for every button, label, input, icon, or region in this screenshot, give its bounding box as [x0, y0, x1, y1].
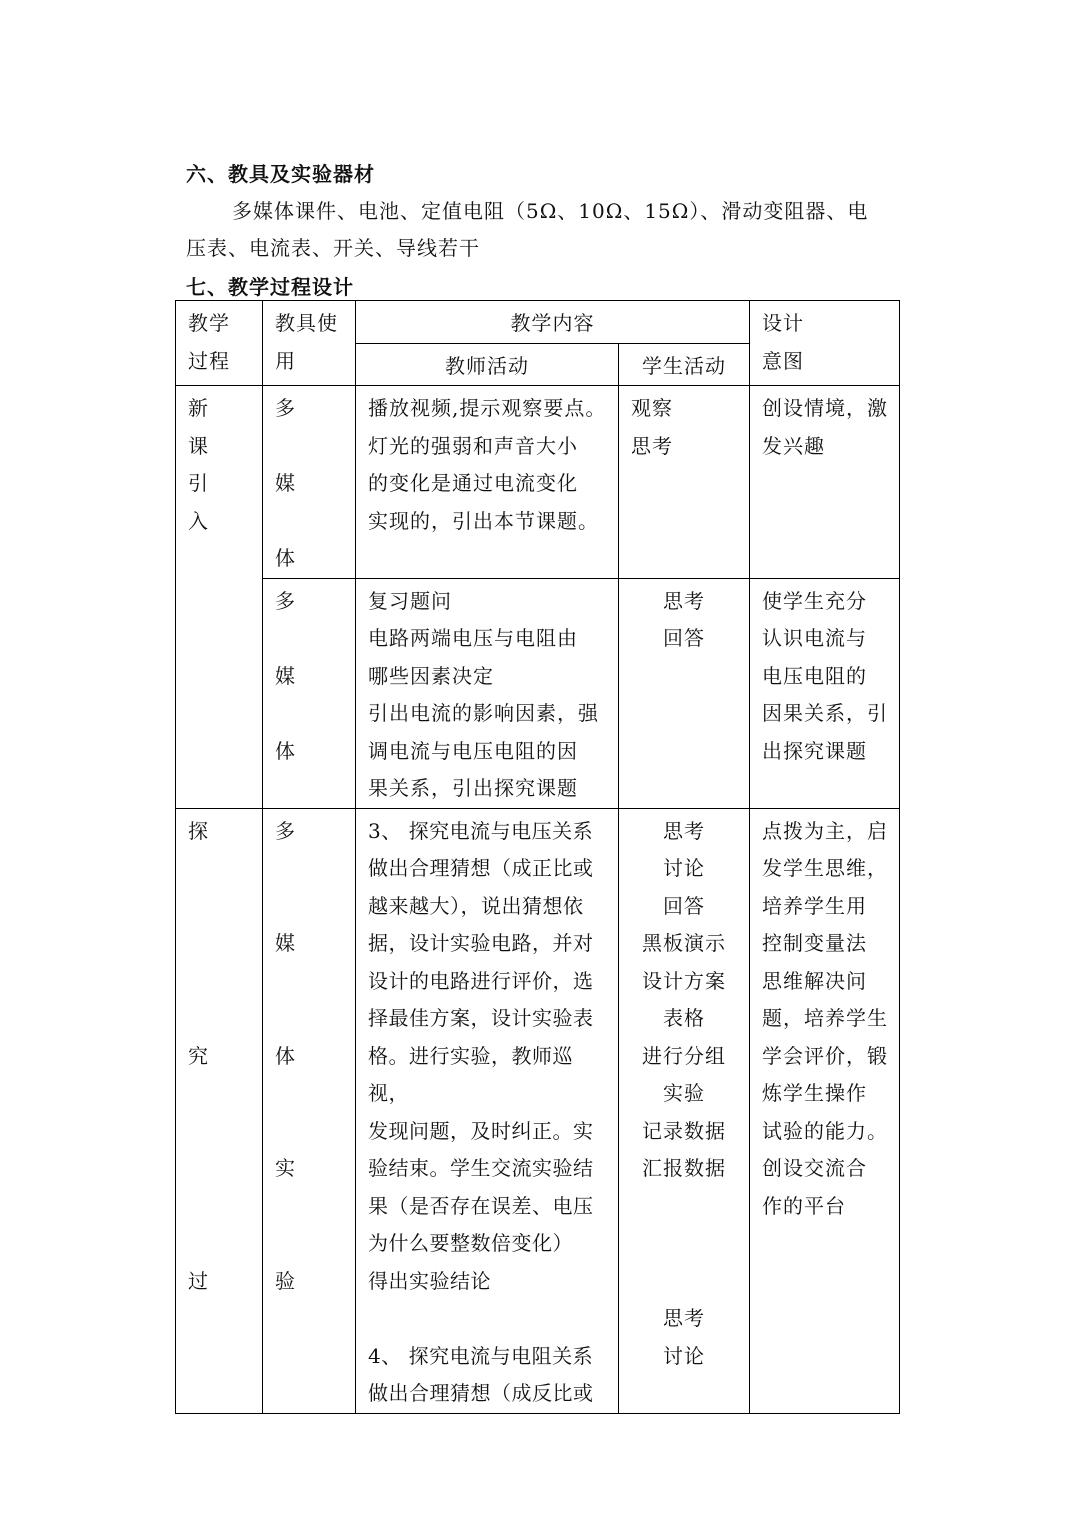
teacher-activity-cell: 3、 探究电流与电压关系 做出合理猜想（成正比或 越来越大），说出猜想依 据，设计实验电路，并对 设计的电路进行评价，选 择最佳方案，设计实验表 格。进行实验，教师巡视， 发现问题，及时纠正。实 验结束。学生交流实验结 果（是否存在误差、电压 为什么要整数倍变化） 得出实验结论 4、 探究电流与电阻关系 做出合理猜想（成反比或 [356, 808, 619, 1413]
header-teacher: 教师活动 [356, 343, 619, 386]
header-tools: 教具使 用 [263, 301, 356, 386]
materials-line-1: 多媒体课件、电池、定值电阻（5Ω、10Ω、15Ω）、滑动变阻器、电 [232, 199, 869, 223]
table-row [176, 578, 900, 808]
materials-line-2: 压表、电流表、开关、导线若干 [186, 236, 480, 260]
tools-cell: 多 媒 体 [263, 578, 356, 808]
teacher-activity-cell: 播放视频,提示观察要点。 灯光的强弱和声音大小 的变化是通过电流变化 实现的，引出本节课题。 [356, 386, 619, 579]
header-intent: 设计 意图 [750, 301, 900, 386]
teaching-process-table [175, 300, 900, 1414]
section-6-paragraph [186, 193, 896, 267]
student-activity-cell: 观察 思考 [619, 386, 750, 579]
teacher-activity-cell: 复习题问 电路两端电压与电阻由 哪些因素决定 引出电流的影响因素，强 调电流与电压电阻的因 果关系，引出探究课题 [356, 578, 619, 808]
header-row-1 [176, 301, 900, 344]
table-row [176, 386, 900, 579]
tools-cell: 多 媒 体 [263, 386, 356, 579]
student-activity-cell: 思考 讨论 回答 黑板演示 设计方案 表格 进行分组 实验 记录数据 汇报数据 思考 讨论 [619, 808, 750, 1413]
table-row [176, 808, 900, 1413]
design-intent-cell: 创设情境，激 发兴趣 [750, 386, 900, 579]
process-cell: 探 究 过 [176, 808, 263, 1413]
header-student: 学生活动 [619, 343, 750, 386]
header-process: 教学 过程 [176, 301, 263, 386]
section-7-heading: 七、教学过程设计 [186, 275, 354, 299]
section-6-heading: 六、教具及实验器材 [186, 162, 375, 186]
header-content: 教学内容 [356, 301, 750, 344]
process-cell: 新 课 引 入 [176, 386, 263, 809]
tools-cell: 多 媒 体 实 验 [263, 808, 356, 1413]
design-intent-cell: 使学生充分 认识电流与 电压电阻的 因果关系，引 出探究课题 [750, 578, 900, 808]
student-activity-cell: 思考 回答 [619, 578, 750, 808]
design-intent-cell: 点拨为主，启 发学生思维， 培养学生用 控制变量法 思维解决问 题，培养学生 学会评价，锻 炼学生操作 试验的能力。 创设交流合 作的平台 [750, 808, 900, 1413]
